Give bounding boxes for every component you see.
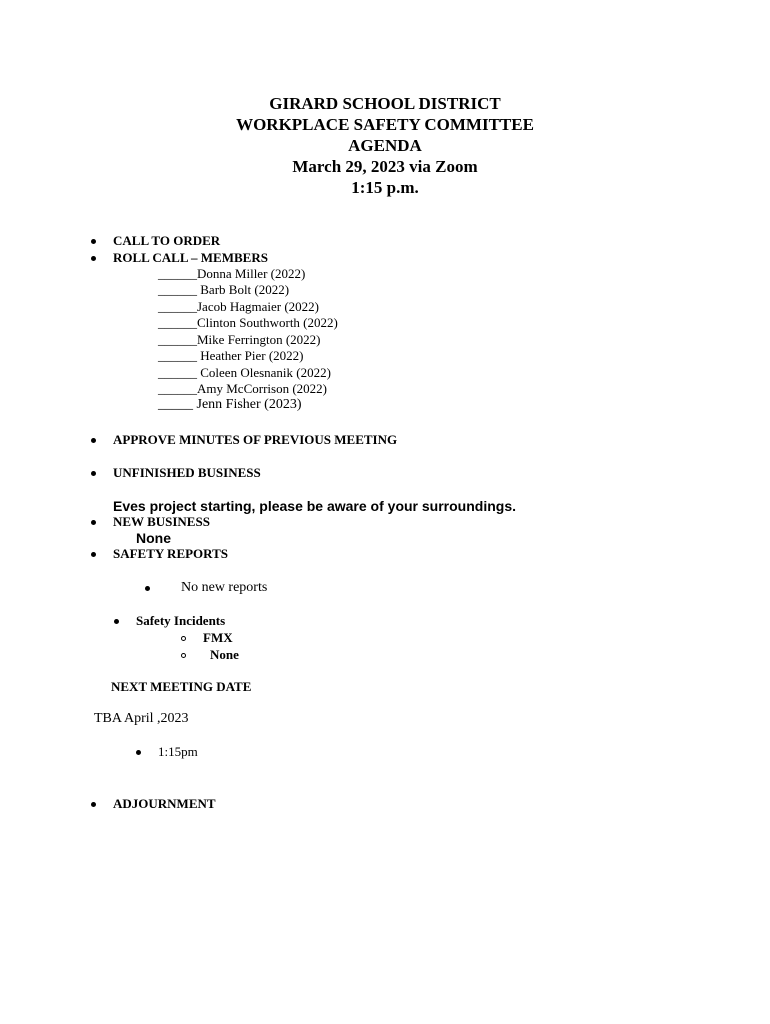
- member-line: _____ Jenn Fisher (2023): [158, 397, 302, 412]
- item-call-to-order: CALL TO ORDER: [113, 233, 221, 248]
- item-adjournment: ADJOURNMENT: [113, 796, 216, 811]
- circle-bullet-icon: [181, 653, 186, 658]
- member-line: ______ Barb Bolt (2022): [158, 282, 290, 297]
- bullet-icon: [91, 552, 96, 557]
- item-new-business: NEW BUSINESS: [113, 514, 210, 529]
- member-line: ______ Coleen Olesnanik (2022): [158, 365, 331, 380]
- bullet-icon: [136, 750, 141, 755]
- bullet-icon: [91, 239, 96, 244]
- header-time: 1:15 p.m.: [351, 178, 419, 197]
- bullet-icon: [91, 256, 96, 261]
- member-line: ______Jacob Hagmaier (2022): [158, 299, 320, 314]
- safety-report-line: No new reports: [181, 580, 268, 595]
- member-line: ______Amy McCorrison (2022): [158, 381, 327, 396]
- bullet-icon: [91, 802, 96, 807]
- circle-bullet-icon: [181, 636, 186, 641]
- next-meeting-label: NEXT MEETING DATE: [111, 679, 252, 694]
- member-line: ______Donna Miller (2022): [158, 266, 306, 281]
- incident-item: FMX: [203, 630, 233, 645]
- member-line: ______Mike Ferrington (2022): [158, 332, 321, 347]
- header-date: March 29, 2023 via Zoom: [292, 157, 478, 176]
- item-safety-incidents: Safety Incidents: [136, 613, 226, 628]
- bullet-icon: [91, 438, 96, 443]
- member-line: ______ Heather Pier (2022): [158, 348, 304, 363]
- document-header: [0, 93, 770, 198]
- item-safety-reports: SAFETY REPORTS: [113, 546, 229, 561]
- next-meeting-time: 1:15pm: [158, 744, 198, 759]
- header-committee: WORKPLACE SAFETY COMMITTEE: [236, 115, 534, 134]
- header-agenda: AGENDA: [348, 136, 422, 155]
- bullet-icon: [91, 520, 96, 525]
- member-line: ______Clinton Southworth (2022): [158, 315, 338, 330]
- bullet-icon: [114, 619, 119, 624]
- item-unfinished-business: UNFINISHED BUSINESS: [113, 465, 261, 480]
- new-business-note: None: [136, 530, 171, 546]
- incident-item: None: [210, 647, 239, 662]
- unfinished-business-note: Eves project starting, please be aware of your surroundings.: [113, 498, 516, 514]
- item-approve-minutes: APPROVE MINUTES OF PREVIOUS MEETING: [113, 432, 398, 447]
- bullet-icon: [145, 586, 150, 591]
- next-meeting-date: TBA April ,2023: [94, 711, 189, 726]
- item-roll-call: ROLL CALL – MEMBERS: [113, 250, 268, 265]
- bullet-icon: [91, 471, 96, 476]
- header-district: GIRARD SCHOOL DISTRICT: [269, 94, 501, 113]
